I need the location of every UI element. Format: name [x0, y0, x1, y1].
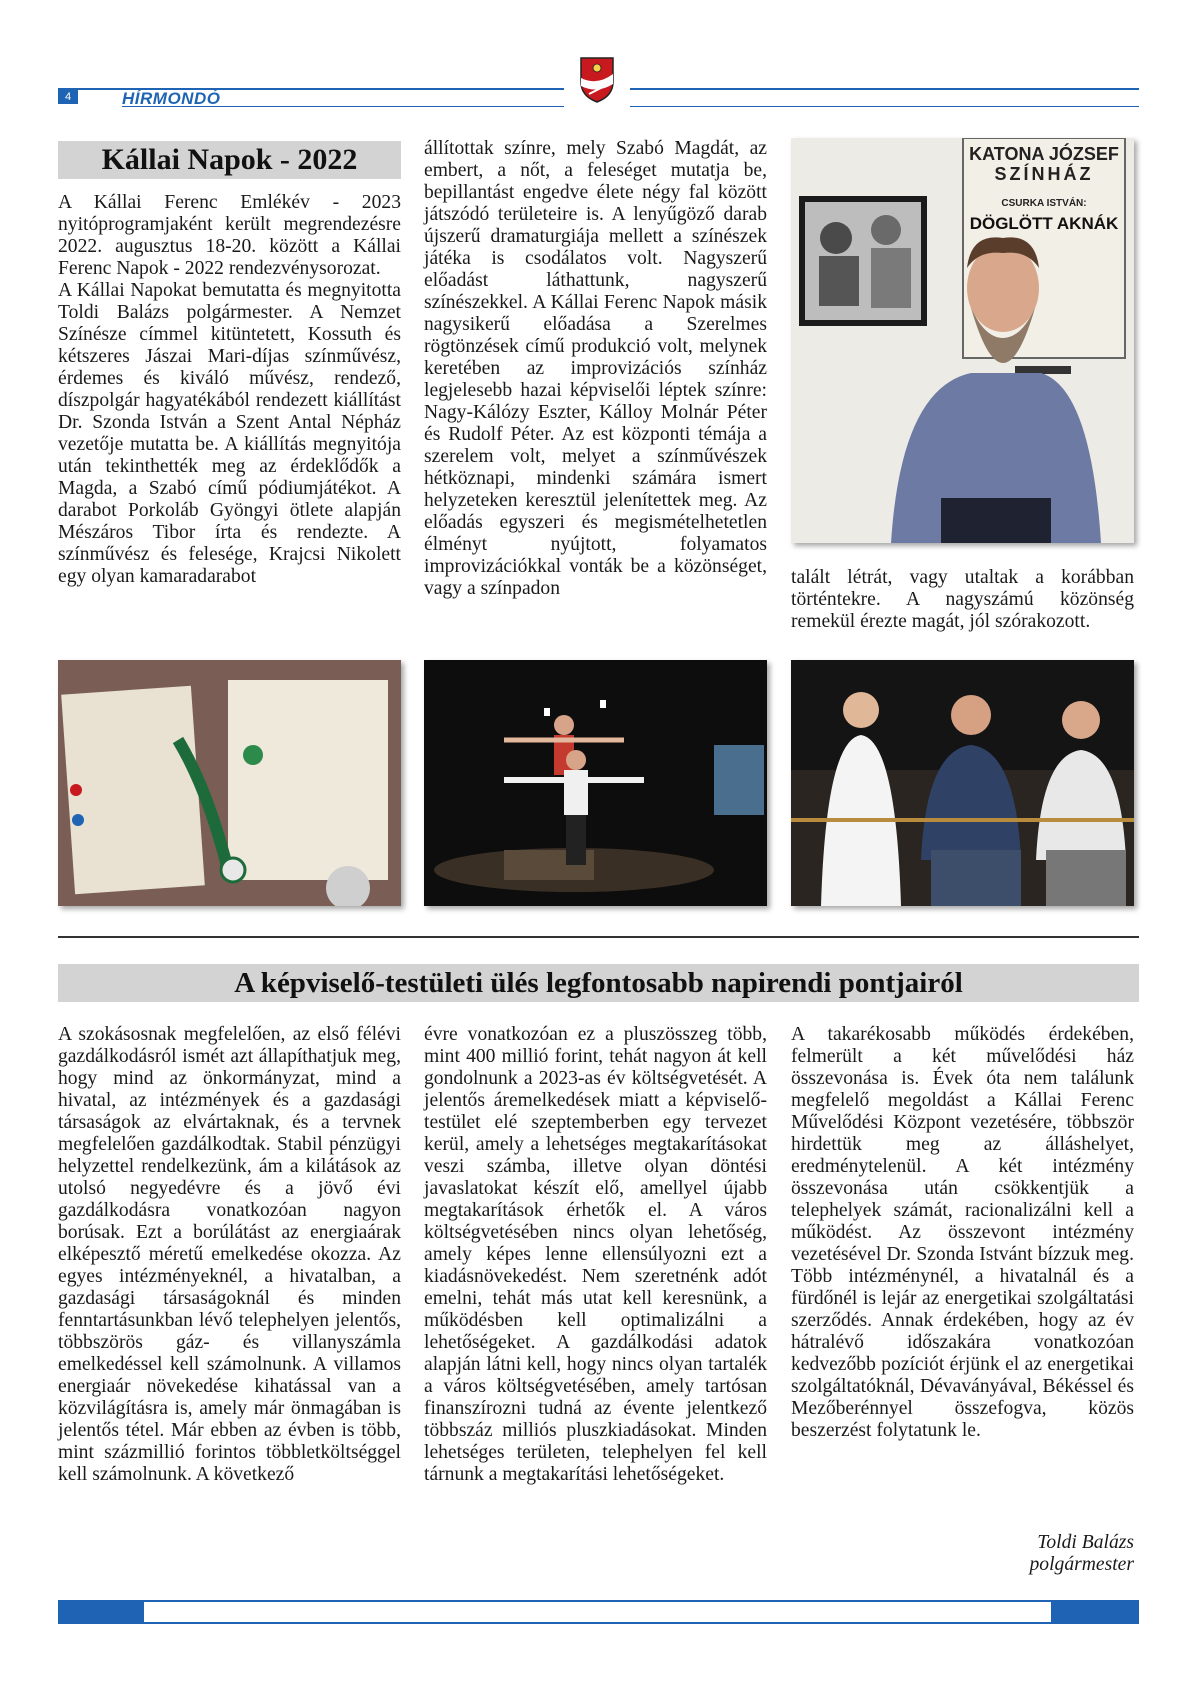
header-rule-right-lower	[630, 106, 1139, 107]
poster-theatre-line3: SZÍNHÁZ	[994, 164, 1094, 184]
footer-block-left	[58, 1600, 144, 1624]
footer-block-right	[1051, 1600, 1139, 1624]
article1-paragraph: talált létrát, vagy utaltak a korábban történtekre. A nagyszámú közönség remekül érezte magát, jól szórakozott.	[791, 567, 1134, 632]
article2-column-2	[424, 1024, 767, 1486]
photo-stage-performance	[424, 660, 767, 906]
poster-play-title: DÖGLÖTT AKNÁK	[969, 214, 1119, 233]
article2-paragraph: A takarékosabb működés érdekében, felmerült a két művelődési ház összevonása is. Évek óta nem találunk megfelelő megoldást a Kállai Ferenc Művelődési Központ vezetésére, többször hirdettük meg az álláshelyet, eredménytelenül. A két intézmény összevonása után csökkentjük a telephelyek számát, racionalizálni kell a működést. Az összevont intézmény vezetésével Dr. Szonda Istvánt bízzuk meg. Több intézménynél, a hivatalnál és a fürdőnél is lejár az energetikai szolgáltatási szerződés. Annak érdekében, hogy az év hátralévő időszakára vonatkozóan kedvezőbb pozíciót érjünk el az energetikai szolgáltatóknál, Dévaványával, Békéssel és Mezőberénnyel összefogva, közös beszerzést folytatunk le.	[791, 1024, 1134, 1441]
photo-three-actors	[791, 660, 1134, 906]
article2-paragraph: évre vonatkozóan ez a pluszösszeg több, mint 400 millió forint, tehát nagyon át kell gondolnunk a 2023-as év költségvetését. A jelentős áremelkedések miatt a képviselő-testület elé szeptemberben egy tervezet kerül, amely a lehetséges megtakarításokat veszi számba, illetve olyan döntési javaslatokat készít elő, amellyel újabb megtakarítások érhetők el. A város költségvetésében nincs olyan lehetőség, amely képes lenne ellensúlyozni ezt a kiadásnövekedést. Nem szeretnénk adót emelni, tehát más utat kell keresnünk, a működésben kell optimalizálni a lehetőségeket. A gazdálkodási adatok alapján látni kell, hogy nincs olyan tartalék a város költségvetésében, amely tartósan finanszírozni tudná az évente jelentkező többszáz milliós pluszkiadásokat. Minden lehetséges területen, telephelyen fel kell tárnunk a megtakarítási lehetőségeket.	[424, 1024, 767, 1485]
article2-column-3	[791, 1024, 1134, 1442]
coat-of-arms-icon	[579, 56, 615, 104]
article1-column-2	[424, 138, 767, 600]
poster-theatre-line2: JÓZSEF	[1048, 144, 1119, 164]
article2-title-box	[58, 964, 1139, 1002]
article1-title-box	[58, 141, 401, 179]
article2-column-1	[58, 1024, 401, 1486]
masthead-title: HÍRMONDÓ	[122, 89, 221, 108]
article1-paragraph: állítottak színre, mely Szabó Magdát, az embert, a nőt, a feleséget mutatja be, bepillantást engedve élete négy fal között játszódó területeire is. A lenyűgöző darab újszerű dramaturgiája mellett a színészek játéka is csodálatos volt. Nagyszerű előadást láthattunk, nagyszerű színészekkel. A Kállai Ferenc Napok másik nagysikerű előadása a Szerelmes rögtönzések című produkció volt, melynek keretében az improvizációs színház legjelesebb hazai képviselői léptek színre: Nagy-Kálózy Eszter, Kálloy Molnár Péter és Rudolf Péter. Az est központi témája a szerelem volt, melyet a színművészek hétköznapi, mindenki számára ismert helyzeteken keresztül jelenítettek meg. Az előadás egyszeri és megismételhetetlen élményt nyújtott, folyamatos improvizációkkal vonták be a közönséget, vagy a színpadon	[424, 138, 767, 599]
section-divider	[58, 936, 1139, 938]
poster-theatre-name	[967, 144, 1121, 184]
photo-man-with-poster	[791, 138, 1134, 543]
poster-author: CSURKA ISTVÁN:	[1001, 198, 1087, 209]
signature-name: Toldi Balázs	[1037, 1532, 1134, 1553]
page-number: 4	[58, 90, 78, 104]
signature	[900, 1532, 1134, 1576]
article1-paragraph: A Kállai Ferenc Emlékév - 2023 nyitóprogramjaként került megrendezésre 2022. augusztus 18-20. között a Kállai Ferenc Napok - 2022 rendezvénysorozat.	[58, 192, 401, 279]
article2-title: A képviselő-testületi ülés legfontosabb napirendi pontjairól	[234, 967, 963, 999]
poster-theatre-line1: KATONA	[969, 144, 1044, 164]
article1-column-3	[791, 567, 1134, 633]
article1-column-1	[58, 192, 401, 588]
footer-bar	[58, 1600, 1139, 1624]
article1-paragraph: A Kállai Napokat bemutatta és megnyitotta Toldi Balázs polgármester. A Nemzet Színésze címmel kitüntetett, Kossuth és kétszeres Jászai Mari-díjas színművész, érdemes és kiváló művész, rendező, díszpolgár hagyatékából rendezett kiállítást Dr. Szonda István a Szent Antal Népház vezetője mutatta be. A kiállítás megnyitója után tekinthették meg az érdeklődők a Magda, a Szabó című pódiumjátékot. A darabot Porkoláb Gyöngyi ötlete alapján Mészáros Tibor írta és rendezte. A színművész és felesége, Krajcsi Nikolett egy olyan kamaradarabot	[58, 280, 401, 587]
article1-title: Kállai Napok - 2022	[101, 143, 358, 176]
article2-paragraph: A szokásosnak megfelelően, az első félévi gazdálkodásról ismét azt állapíthatjuk meg, hogy mind az önkormányzat, mind a hivatal, az intézmények és a gazdasági társaságok az elvártaknak, és a tervnek megfelelően gazdálkodtak. Stabil pénzügyi helyzettel rendelkezünk, ám a kilátások az utolsó negyedévre és a jövő évi gazdálkodásra vonatkozóan nagyon borúsak. Ezt a borúlátást az energiaárak elképesztő méretű emelkedése okozza. Az egyes intézményeknél, a hivatalban, a gazdasági társaságoknál és minden fenntartásunkban lévő telephelyen jelentős, többszörös gáz- és villanyszámla emelkedéssel kell számolnunk. A villamos energiaár növekedése kihatással van a közvilágításra is, amely már önmagában is jelentős tétel. Már ebben az évben is több, mint százmillió forintos többletköltséggel kell számolnunk. A következő	[58, 1024, 401, 1485]
signature-role: polgármester	[1029, 1554, 1134, 1575]
photo-exhibition-medals	[58, 660, 401, 906]
header-rule-right	[630, 88, 1139, 90]
